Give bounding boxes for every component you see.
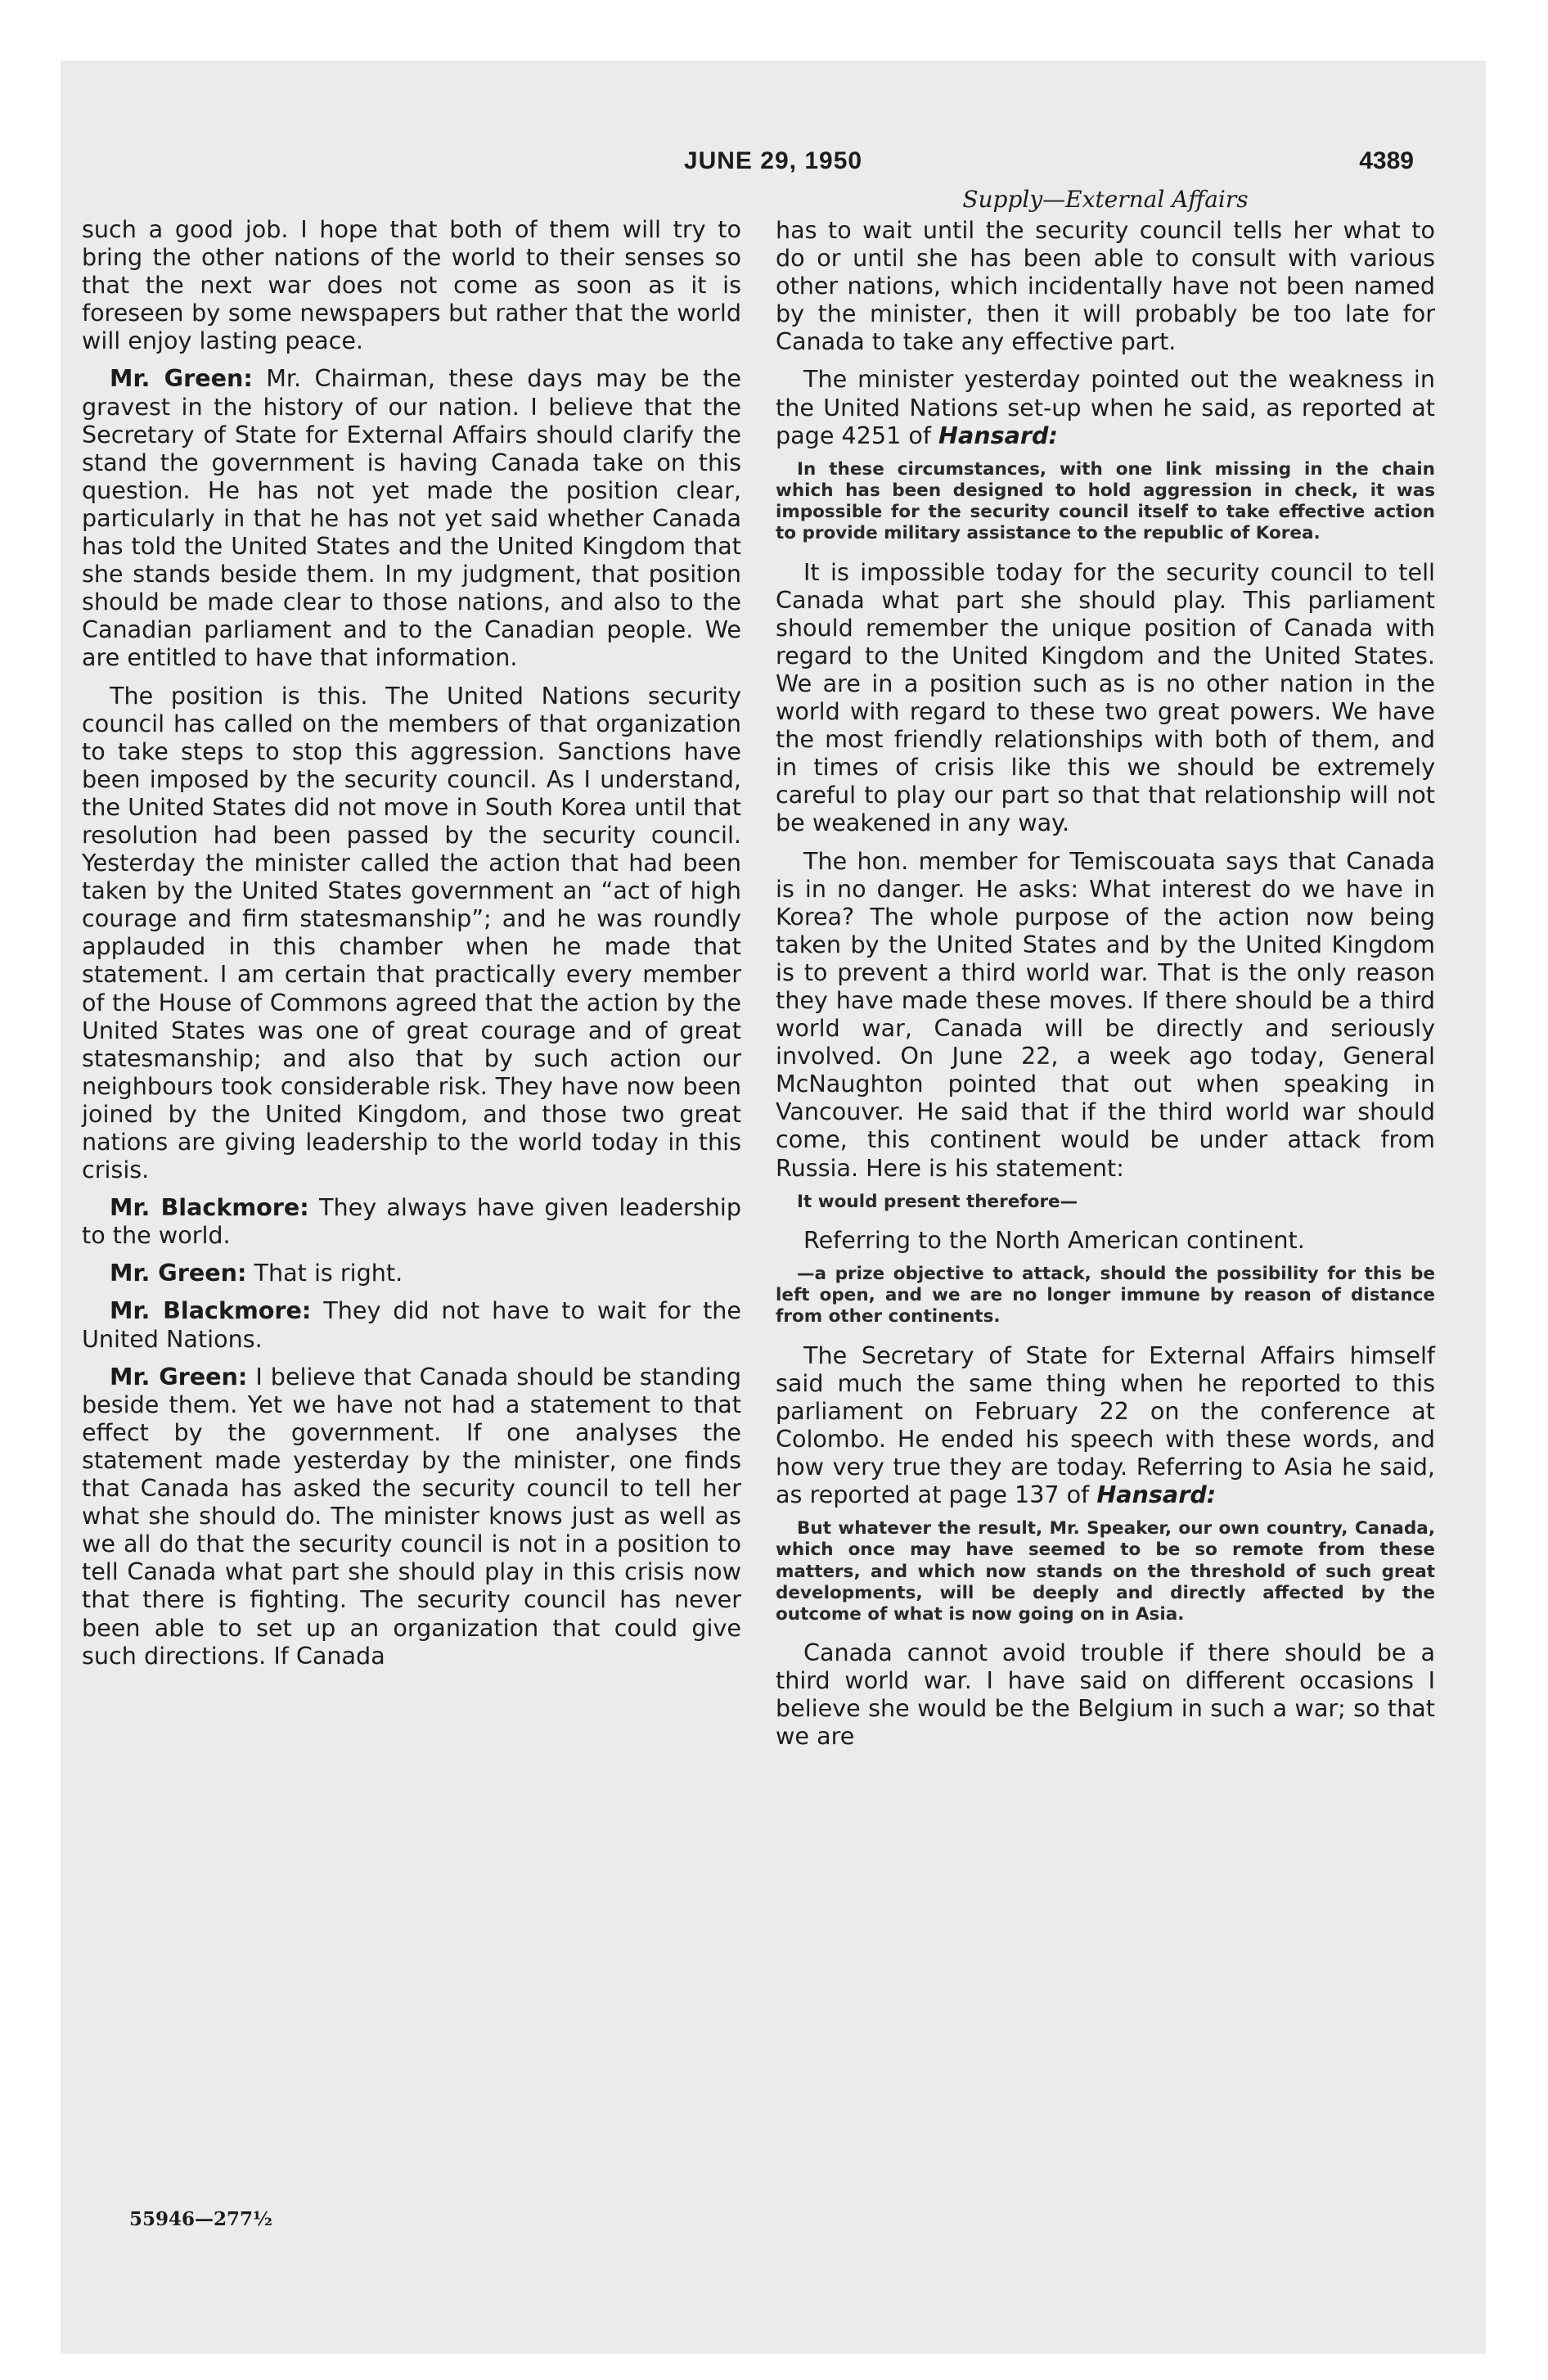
speaker-name: Mr. Blackmore:: [110, 1296, 312, 1325]
paragraph: [82, 364, 741, 671]
speech-text: The minister yesterday pointed out the weakness in the United Nations set-up when he said, as reported at page 4251 of: [776, 365, 1435, 449]
speaker-name: Mr. Green:: [110, 1259, 247, 1287]
page-number: 4389: [1359, 147, 1414, 174]
paragraph: has to wait until the security council tells her what to do or until she has been able to consult with various other nations, which incidentally have not been named by the minister, then it will probably be too late for Canada to take any effective part.: [776, 216, 1435, 356]
paragraph: It is impossible today for the security council to tell Canada what part she should play. This parliament should remember the unique position of Canada with regard to the United Kingdom and the United States. We are in a position such as is no other nation in the world with regard to these two great powers. We have the most friendly relationships with both of them, and in times of crisis like this we should be extremely careful to play our part so that that relationship will not be weakened in any way.: [776, 557, 1435, 837]
block-quote: —a prize objective to attack, should the possibility for this be left open, and we are no longer immune by reason of distance from other continents.: [776, 1263, 1435, 1327]
speaker-name: Mr. Blackmore:: [110, 1193, 309, 1222]
paragraph: [82, 1296, 741, 1352]
printer-code: 55946—277½: [129, 2208, 273, 2230]
speaker-name: Mr. Green:: [110, 364, 253, 393]
paragraph: [82, 1259, 741, 1287]
paragraph: [82, 1363, 741, 1670]
paragraph: The hon. member for Temiscouata says that Canada is in no danger. He asks: What interest do we have in Korea? The whole purpose of the action now being taken by the United States and by the United Kingdom is to prevent a third world war. That is the only reason they have made these moves. If there should be a third world war, Canada will be directly and seriously involved. On June 22, a week ago today, General McNaughton pointed that out when speaking in Vancouver. He said that if the third world war should come, this continent would be under attack from Russia. Here is his statement:: [776, 846, 1435, 1182]
speech-text: That is right.: [254, 1259, 403, 1287]
paragraph: [82, 1193, 741, 1249]
page-header: [61, 147, 1486, 180]
speaker-name: Mr. Green:: [110, 1362, 248, 1391]
speech-text: They always have given leadership to the world.: [82, 1193, 741, 1250]
speech-text: Mr. Chairman, these days may be the gravest in the history of our nation. I believe that the Secretary of State for External Affairs should clarify the stand the government is having Canada take on this question. He has not yet made the position clear, particularly in that he has not yet said whether Canada has told the United States and the United Kingdom that she stands beside them. In my judgment, that position should be made clear to those nations, and also to the Canadian parliament and to the Canadian people. We are entitled to have that information.: [82, 364, 741, 672]
paragraph: [776, 365, 1435, 449]
paragraph: [776, 1341, 1435, 1509]
speech-text: The Secretary of State for External Affairs himself said much the same thing when he reported to this parliament on February 22 on the conference at Colombo. He ended his speech with these words, and how very true they are today. Referring to Asia he said, as reported at page 137 of: [776, 1341, 1435, 1508]
hansard-reference: Hansard:: [1096, 1481, 1217, 1508]
paragraph: The position is this. The United Nations security council has called on the members of that organization to take steps to stop this aggression. Sanctions have been imposed by the security council. As I understand, the United States did not move in South Korea until that resolution had been passed by the security council. Yesterday the minister called the action that had been taken by the United States government an “act of high courage and firm statesmanship”; and he was roundly applauded in this chamber when he made that statement. I am certain that practically every member of the House of Commons agreed that the action by the United States was one of great courage and of great statesmanship; and also that by such action our neighbours took considerable risk. They have now been joined by the United Kingdom, and those two great nations are giving leadership to the world today in this crisis.: [82, 681, 741, 1184]
speech-text: I believe that Canada should be standing beside them. Yet we have not had a statement to that effect by the government. If one analyses the statement made yesterday by the minister, one finds that Canada has asked the security council to tell her what she should do. The minister knows just as well as we all do that the security council is not in a position to tell Canada what part she should play in this crisis now that there is fighting. The security council has never been able to set up an organization that could give such directions. If Canada: [82, 1362, 741, 1670]
block-quote: But whatever the result, Mr. Speaker, our own country, Canada, which once may have seemed to be so remote from these matters, and which now stands on the threshold of such great developments, will be deeply and directly affected by the outcome of what is now going on in Asia.: [776, 1518, 1435, 1625]
block-quote: In these circumstances, with one link missing in the chain which has been designed to hold aggression in check, it was impossible for the security council itself to take effective action to provide military assistance to the republic of Korea.: [776, 458, 1435, 544]
hansard-reference: Hansard:: [938, 421, 1058, 449]
right-column: [776, 183, 1435, 1760]
hansard-page: [61, 61, 1486, 2354]
header-date: JUNE 29, 1950: [683, 147, 863, 174]
paragraph: such a good job. I hope that both of them will try to bring the other nations of the world to their senses so that the next war does not come as soon as it is foreseen by some newspapers but rather that the world will enjoy lasting peace.: [82, 215, 741, 355]
paragraph: Canada cannot avoid trouble if there should be a third world war. I have said on different occasions I believe she would be the Belgium in such a war; so that we are: [776, 1639, 1435, 1751]
speech-text: They did not have to wait for the United Nations.: [82, 1296, 741, 1353]
block-quote: It would present therefore—: [797, 1191, 1078, 1212]
left-column: [82, 215, 741, 1679]
running-title: Supply—External Affairs: [962, 186, 1249, 213]
paragraph: Referring to the North American continent.: [803, 1225, 1305, 1254]
